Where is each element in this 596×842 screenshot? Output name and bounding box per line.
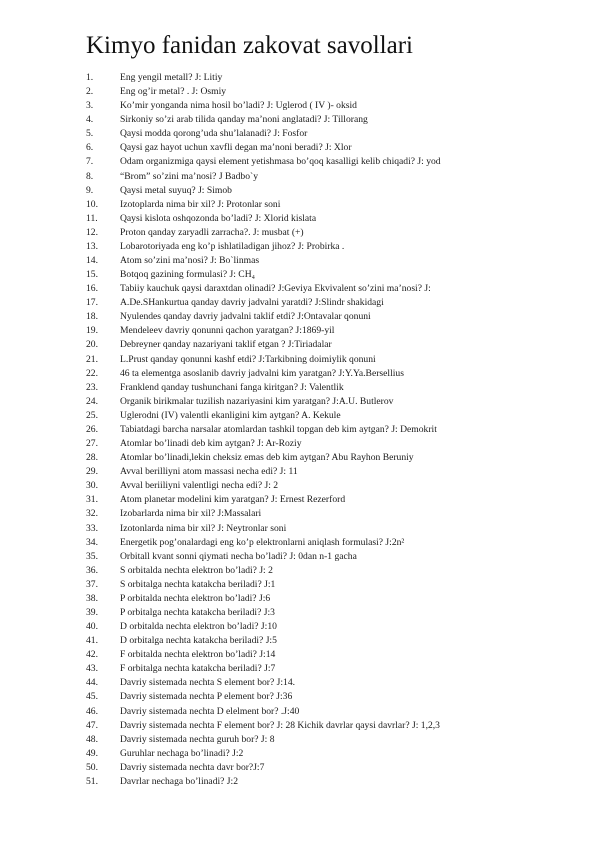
question-item	[0, 212, 596, 226]
question-text: S orbitalda nechta elektron bo’ladi? J: 2	[120, 564, 273, 576]
question-text: L.Prust qanday qonunni kashf etdi? J:Tarkibning doimiylik qonuni	[120, 353, 376, 365]
question-number: 2.	[86, 86, 94, 98]
question-item	[0, 536, 596, 550]
question-number: 24.	[86, 395, 98, 407]
question-item	[0, 99, 596, 113]
question-number: 16.	[86, 283, 98, 295]
question-item	[0, 170, 596, 184]
question-number: 26.	[86, 423, 98, 435]
question-text: Organik birikmalar tuzilish nazariyasini kim yaratgan? J:A.U. Butlerov	[120, 395, 394, 407]
question-item	[0, 141, 596, 155]
question-text: Davriy sistemada nechta davr bor?J:7	[120, 761, 265, 773]
question-item	[0, 155, 596, 169]
question-text: Avval berilliyni atom massasi necha edi? J: 11	[120, 466, 298, 478]
question-number: 35.	[86, 550, 98, 562]
question-text: P orbitalga nechta katakcha beriladi? J:3	[120, 606, 275, 618]
question-text: Ko’mir yonganda nima hosil bo’ladi? J: Uglerod ( IV )- oksid	[120, 100, 357, 112]
question-item	[0, 338, 596, 352]
question-item	[0, 719, 596, 733]
question-text: Atomlar bo’linadi,lekin cheksiz emas deb kim aytgan? Abu Rayhon Beruniy	[120, 452, 414, 464]
question-item	[0, 606, 596, 620]
question-number: 36.	[86, 564, 98, 576]
question-text: Nyulendes qanday davriy jadvalni taklif etdi? J:Ontavalar qonuni	[120, 311, 371, 323]
question-item	[0, 381, 596, 395]
question-number: 38.	[86, 592, 98, 604]
question-item	[0, 592, 596, 606]
question-text: Qaysi kislota oshqozonda bo’ladi? J: Xlorid kislata	[120, 212, 317, 224]
question-item	[0, 226, 596, 240]
question-text: Izotonlarda nima bir xil? J: Neytronlar soni	[120, 522, 287, 534]
question-item	[0, 690, 596, 704]
question-text: Botqoq gazining formulasi? J: CH₄	[120, 269, 255, 281]
question-text: F orbitalga nechta katakcha beriladi? J:7	[120, 663, 276, 675]
question-number: 33.	[86, 522, 98, 534]
question-list	[0, 71, 596, 789]
question-text: Tabiiy kauchuk qaysi daraxtdan olinadi? J:Geviya Ekvivalent so’zini ma’nosi? J:	[120, 283, 431, 295]
question-item	[0, 564, 596, 578]
question-number: 46.	[86, 705, 98, 717]
question-number: 47.	[86, 719, 98, 731]
question-number: 22.	[86, 367, 98, 379]
question-item	[0, 634, 596, 648]
question-item	[0, 353, 596, 367]
question-text: Orbitall kvant sonni qiymati necha bo’ladi? J: 0dan n-1 gacha	[120, 550, 357, 562]
question-item	[0, 113, 596, 127]
question-item	[0, 507, 596, 521]
question-number: 13.	[86, 240, 98, 252]
question-text: Eng yengil metall? J: Litiy	[120, 72, 223, 83]
question-item	[0, 465, 596, 479]
question-text: Tabiatdagi barcha narsalar atomlardan tashkil topgan deb kim aytgan? J: Demokrit	[120, 423, 437, 435]
question-text: Davriy sistemada nechta S element bor? J:14.	[120, 677, 296, 689]
question-number: 1.	[86, 72, 94, 83]
question-text: S orbitalga nechta katakcha beriladi? J:1	[120, 578, 276, 590]
question-number: 27.	[86, 438, 98, 450]
question-item	[0, 240, 596, 254]
question-text: Franklend qanday tushunchani fanga kiritgan? J: Valentlik	[120, 381, 344, 393]
question-text: Mendeleev davriy qonunni qachon yaratgan? J:1869-yil	[120, 325, 335, 337]
question-item	[0, 705, 596, 719]
question-item	[0, 324, 596, 338]
question-item	[0, 648, 596, 662]
question-number: 11.	[86, 212, 98, 224]
question-text: Atom so’zini ma’nosi? J: Bo`linmas	[120, 255, 260, 267]
question-text: Izobarlarda nima bir xil? J:Massalari	[120, 508, 262, 520]
question-number: 40.	[86, 621, 98, 633]
question-item	[0, 761, 596, 775]
question-text: Davriy sistemada nechta F element bor? J: 28 Kichik davrlar qaysi davrlar? J: 1,2,3	[120, 719, 440, 731]
question-item	[0, 71, 596, 85]
question-item	[0, 578, 596, 592]
question-number: 48.	[86, 733, 98, 745]
question-text: Atomlar bo’linadi deb kim aytgan? J: Ar-Roziy	[120, 438, 302, 450]
question-number: 14.	[86, 255, 98, 267]
question-item	[0, 184, 596, 198]
question-number: 5.	[86, 128, 94, 140]
question-text: Qaysi modda qorong’uda shu’lalanadi? J: Fosfor	[120, 128, 308, 140]
question-number: 31.	[86, 494, 98, 506]
question-item	[0, 409, 596, 423]
question-item	[0, 254, 596, 268]
question-item	[0, 282, 596, 296]
question-number: 50.	[86, 761, 98, 773]
question-item	[0, 493, 596, 507]
document-title: Kimyo fanidan zakovat savollari	[86, 32, 413, 59]
question-number: 29.	[86, 466, 98, 478]
question-number: 17.	[86, 297, 98, 309]
question-number: 6.	[86, 142, 94, 154]
question-text: Proton qanday zaryadli zarracha?. J: musbat (+)	[120, 226, 304, 238]
question-text: Atom planetar modelini kim yaratgan? J: Ernest Rezerford	[120, 494, 346, 506]
question-number: 9.	[86, 184, 94, 196]
question-item	[0, 747, 596, 761]
question-text: Odam organizmiga qaysi element yetishmasa bo’qoq kasalligi kelib chiqadi? J: yod	[120, 156, 441, 168]
question-item	[0, 451, 596, 465]
question-item	[0, 198, 596, 212]
question-number: 28.	[86, 452, 98, 464]
question-item	[0, 437, 596, 451]
question-number: 20.	[86, 339, 98, 351]
question-text: Davrlar nechaga bo’linadi? J:2	[120, 775, 239, 787]
question-text: A.De.SHankurtua qanday davriy jadvalni yaratdi? J:Slindr shakidagi	[120, 297, 384, 309]
question-number: 44.	[86, 677, 98, 689]
question-text: Sirkoniy so’zi arab tilida qanday ma’noni anglatadi? J: Tillorang	[120, 114, 368, 126]
question-text: Debreyner qanday nazariyani taklif etgan ? J:Tiriadalar	[120, 339, 332, 351]
question-number: 51.	[86, 775, 98, 787]
question-number: 8.	[86, 170, 94, 182]
question-number: 3.	[86, 100, 94, 112]
question-text: 46 ta elementga asoslanib davriy jadvalni kim yaratgan? J:Y.Ya.Bersellius	[120, 367, 404, 379]
question-item	[0, 268, 596, 282]
question-text: Eng og’ir metal? . J: Osmiy	[120, 86, 227, 98]
question-item	[0, 127, 596, 141]
question-item	[0, 550, 596, 564]
question-text: F orbitalda nechta elektron bo’ladi? J:14	[120, 649, 276, 661]
question-number: 37.	[86, 578, 98, 590]
question-item	[0, 479, 596, 493]
question-item	[0, 676, 596, 690]
question-item	[0, 775, 596, 789]
question-item	[0, 296, 596, 310]
question-text: Lobarotoriyada eng ko’p ishlatiladigan jihoz? J: Probirka .	[120, 240, 345, 252]
question-item	[0, 367, 596, 381]
question-item	[0, 423, 596, 437]
question-item	[0, 733, 596, 747]
question-text: “Brom” so’zini ma’nosi? J Badbo`y	[120, 170, 259, 182]
question-item	[0, 85, 596, 99]
question-text: Davriy sistemada nechta P element bor? J:36	[120, 691, 293, 703]
question-number: 43.	[86, 663, 98, 675]
question-number: 45.	[86, 691, 98, 703]
question-text: Davriy sistemada nechta guruh bor? J: 8	[120, 733, 275, 745]
question-number: 15.	[86, 269, 98, 281]
question-text: Energetik pog’onalardagi eng ko’p elektronlarni aniqlash formulasi? J:2n²	[120, 536, 405, 548]
question-item	[0, 620, 596, 634]
question-text: Izotoplarda nima bir xil? J: Protonlar soni	[120, 198, 281, 210]
question-number: 32.	[86, 508, 98, 520]
question-text: Guruhlar nechaga bo’linadi? J:2	[120, 747, 244, 759]
question-number: 30.	[86, 480, 98, 492]
question-number: 39.	[86, 606, 98, 618]
question-number: 41.	[86, 635, 98, 647]
question-number: 18.	[86, 311, 98, 323]
question-number: 21.	[86, 353, 98, 365]
question-text: D orbitalga nechta katakcha beriladi? J:5	[120, 635, 277, 647]
question-text: Qaysi metal suyuq? J: Simob	[120, 184, 232, 196]
question-number: 10.	[86, 198, 98, 210]
question-text: Qaysi gaz hayot uchun xavfli degan ma’noni beradi? J: Xlor	[120, 142, 352, 154]
question-text: Davriy sistemada nechta D elelment bor? .J:40	[120, 705, 300, 717]
question-item	[0, 395, 596, 409]
question-number: 12.	[86, 226, 98, 238]
question-number: 7.	[86, 156, 94, 168]
question-text: D orbitalda nechta elektron bo’ladi? J:10	[120, 621, 277, 633]
question-number: 49.	[86, 747, 98, 759]
question-item	[0, 310, 596, 324]
question-item	[0, 522, 596, 536]
question-number: 25.	[86, 409, 98, 421]
question-number: 34.	[86, 536, 98, 548]
question-number: 42.	[86, 649, 98, 661]
question-text: Uglerodni (IV) valentli ekanligini kim aytgan? A. Kekule	[120, 409, 341, 421]
question-number: 19.	[86, 325, 98, 337]
question-text: P orbitalda nechta elektron bo’ladi? J:6	[120, 592, 271, 604]
question-number: 23.	[86, 381, 98, 393]
question-number: 4.	[86, 114, 94, 126]
question-text: Avval beriiliyni valentligi necha edi? J: 2	[120, 480, 279, 492]
question-item	[0, 662, 596, 676]
